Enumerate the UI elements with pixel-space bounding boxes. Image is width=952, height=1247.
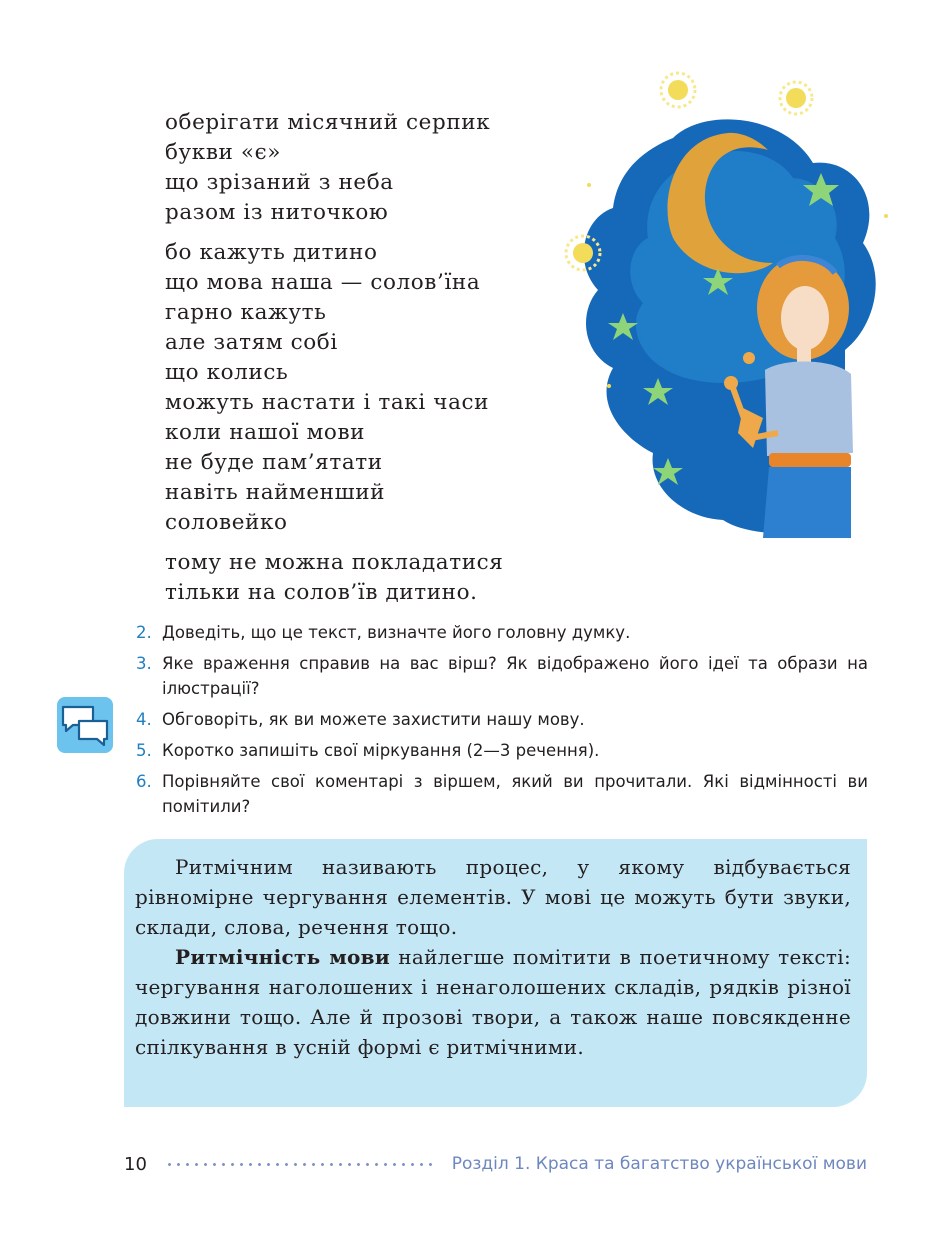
task-text: Доведіть, що це текст, визначте його головну думку. [162, 623, 631, 642]
girl-skirt [763, 467, 851, 538]
poem-line: тому не можна покладатися [165, 550, 504, 575]
girl-belt [769, 453, 851, 467]
poem-line: що колись [165, 360, 289, 385]
task-number: 2. [136, 623, 152, 642]
poem-line: гарно кажуть [165, 300, 327, 325]
poem-line: бо кажуть дитино [165, 240, 378, 265]
task-list [136, 620, 868, 825]
task-item [136, 769, 868, 819]
task-item [136, 707, 868, 732]
star [884, 214, 888, 218]
star [587, 183, 591, 187]
discussion-bubbles-icon [57, 697, 113, 753]
flower [724, 376, 738, 390]
poem [165, 108, 503, 618]
poem-line: тільки на солов’їв дитино. [165, 580, 478, 605]
poem-line: коли нашої мови [165, 420, 366, 445]
task-text: Коротко запишіть свої міркування (2—3 речення). [162, 741, 600, 760]
rule-text [135, 852, 851, 1062]
task-number: 6. [136, 772, 152, 791]
star [607, 384, 611, 388]
girl-neck [797, 346, 811, 364]
flower [743, 352, 755, 364]
girl-face [781, 286, 829, 350]
poem-line: можуть настати і такі часи [165, 390, 490, 415]
girl-blouse [765, 361, 853, 456]
task-number: 5. [136, 741, 152, 760]
poem-line: разом із ниточкою [165, 200, 389, 225]
rule-paragraph-2 [135, 942, 851, 1062]
rule-paragraph-2-text: найлегше помітити в поетичному тексті: чергування наголошених і ненаголошених складів, рядків різної довжини тощо. Але й прозові твори, а також наше повсякденне спілкування в усній формі є ритмічними. [135, 945, 851, 1059]
footer-dotted-leader [165, 1163, 438, 1166]
poem-line: що мова наша — солов’їна [165, 270, 481, 295]
star [573, 243, 593, 263]
star [668, 80, 688, 100]
poem-line: що зрізаний з неба [165, 170, 394, 195]
task-item [136, 620, 868, 645]
task-text: Обговоріть, як ви можете захистити нашу мову. [162, 710, 585, 729]
poem-stanza-1 [165, 108, 503, 228]
page-footer [124, 1150, 867, 1178]
poem-line: не буде пам’ятати [165, 450, 383, 475]
task-number: 3. [136, 654, 152, 673]
task-text: Яке враження справив на вас вірш? Як відображено його ідеї та образи на ілюстрації? [162, 654, 868, 698]
task-text: Порівняйте свої коментарі з віршем, який ви прочитали. Які відмінності ви помітили? [162, 772, 868, 816]
poem-line: навіть найменший [165, 480, 386, 505]
discussion-bubbles-icon-glyph [57, 697, 113, 753]
poem-line: але затям собі [165, 330, 338, 355]
poem-stanza-3 [165, 548, 503, 608]
poem-stanza-2 [165, 238, 503, 538]
rule-term: Ритмічність мови [175, 945, 391, 969]
chapter-title: Розділ 1. Краса та багатство української мови [451, 1154, 867, 1174]
illustration-girl-moon [553, 68, 893, 543]
poem-line: оберігати місячний серпик [165, 110, 491, 135]
rule-paragraph-1: Ритмічним називають процес, у якому відбувається рівномірне чергування елементів. У мові це можуть бути звуки, склади, слова, речення тощо. [135, 855, 851, 939]
task-item [136, 738, 868, 763]
page-number: 10 [124, 1153, 147, 1175]
poem-line: соловейко [165, 510, 288, 535]
star [786, 88, 806, 108]
poem-line: букви «є» [165, 140, 282, 165]
task-number: 4. [136, 710, 152, 729]
task-item [136, 651, 868, 701]
